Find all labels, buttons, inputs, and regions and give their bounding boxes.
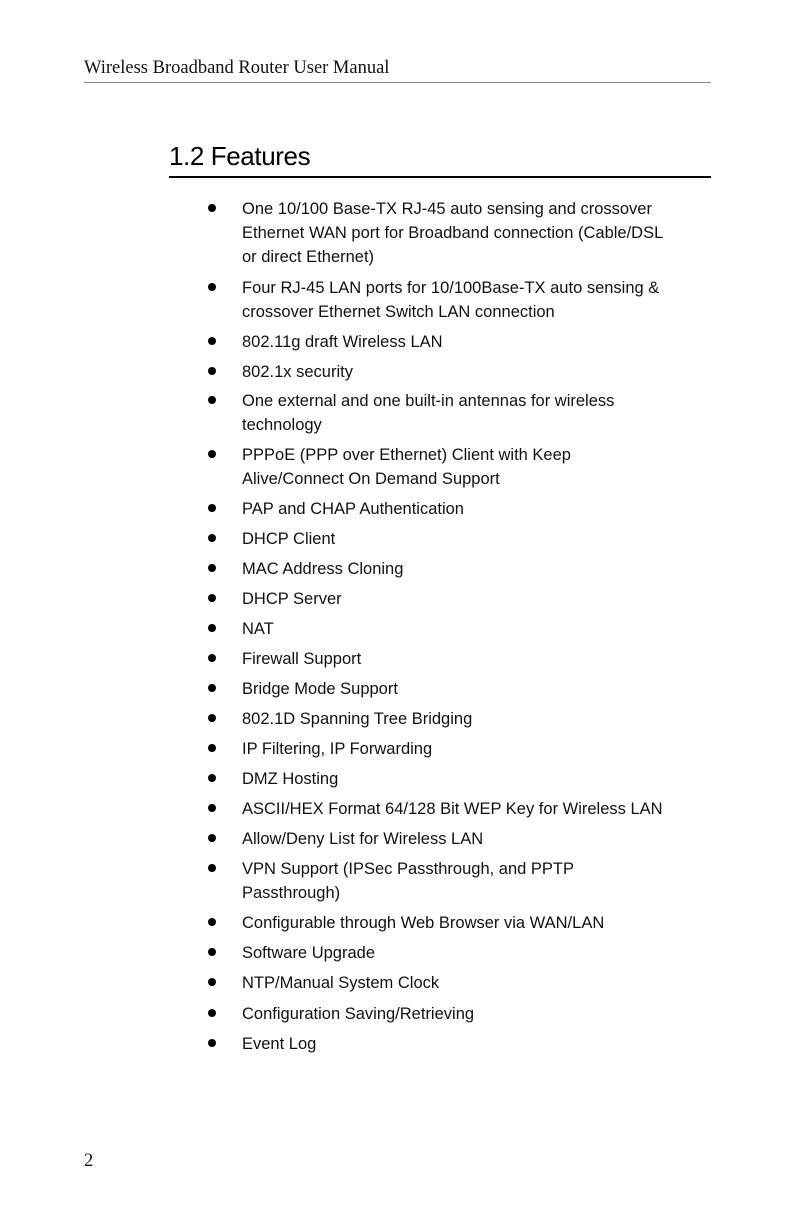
bullet-icon — [208, 396, 216, 404]
bullet-icon — [208, 804, 216, 812]
feature-text: Configurable through Web Browser via WAN/LAN — [242, 914, 605, 932]
feature-item — [206, 617, 711, 641]
feature-text: DMZ Hosting — [242, 770, 339, 788]
feature-item — [206, 360, 711, 384]
section-title: 1.2 Features — [169, 141, 311, 171]
feature-item — [206, 827, 711, 851]
feature-text: DHCP Server — [242, 590, 342, 608]
bullet-icon — [208, 450, 216, 458]
feature-item — [206, 911, 711, 935]
feature-item — [206, 1002, 711, 1026]
bullet-icon — [208, 774, 216, 782]
feature-item — [206, 389, 711, 437]
feature-text: 802.1x security — [242, 363, 353, 381]
feature-text: DHCP Client — [242, 530, 336, 548]
feature-text: Four RJ-45 LAN ports for 10/100Base-TX auto sensing & crossover Ethernet Switch LAN connection — [242, 279, 660, 321]
bullet-icon — [208, 864, 216, 872]
bullet-icon — [208, 714, 216, 722]
feature-text: Configuration Saving/Retrieving — [242, 1005, 475, 1023]
feature-text: Firewall Support — [242, 650, 362, 668]
feature-text: Software Upgrade — [242, 944, 375, 962]
feature-text: 802.1D Spanning Tree Bridging — [242, 710, 473, 728]
feature-item — [206, 797, 711, 821]
feature-item — [206, 1032, 711, 1056]
bullet-icon — [208, 504, 216, 512]
bullet-icon — [208, 624, 216, 632]
bullet-icon — [208, 204, 216, 212]
feature-text: 802.11g draft Wireless LAN — [242, 333, 443, 351]
feature-item — [206, 737, 711, 761]
feature-item — [206, 677, 711, 701]
feature-item — [206, 276, 711, 324]
feature-text: MAC Address Cloning — [242, 560, 404, 578]
feature-item — [206, 767, 711, 791]
feature-text: One external and one built-in antennas for wireless technology — [242, 392, 615, 434]
feature-item — [206, 527, 711, 551]
feature-item — [206, 647, 711, 671]
feature-item — [206, 443, 711, 491]
bullet-icon — [208, 594, 216, 602]
feature-text: VPN Support (IPSec Passthrough, and PPTP Passthrough) — [242, 860, 575, 902]
feature-text: PPPoE (PPP over Ethernet) Client with Keep Alive/Connect On Demand Support — [242, 446, 571, 488]
feature-item — [206, 557, 711, 581]
page-number: 2 — [84, 1151, 94, 1171]
manual-title: Wireless Broadband Router User Manual — [84, 58, 390, 78]
feature-text: Event Log — [242, 1035, 317, 1053]
feature-item — [206, 857, 711, 905]
feature-item — [206, 707, 711, 731]
feature-text: IP Filtering, IP Forwarding — [242, 740, 433, 758]
bullet-icon — [208, 834, 216, 842]
feature-text: ASCII/HEX Format 64/128 Bit WEP Key for Wireless LAN — [242, 800, 663, 818]
feature-item — [206, 497, 711, 521]
bullet-icon — [208, 654, 216, 662]
feature-item — [206, 941, 711, 965]
bullet-icon — [208, 978, 216, 986]
feature-item — [206, 587, 711, 611]
bullet-icon — [208, 918, 216, 926]
bullet-icon — [208, 337, 216, 345]
bullet-icon — [208, 283, 216, 291]
feature-text: One 10/100 Base-TX RJ-45 auto sensing and crossover Ethernet WAN port for Broadband connection (Cable/DSL or direct Ethernet) — [242, 200, 664, 266]
bullet-icon — [208, 1009, 216, 1017]
feature-text: Allow/Deny List for Wireless LAN — [242, 830, 484, 848]
bullet-icon — [208, 948, 216, 956]
feature-text: PAP and CHAP Authentication — [242, 500, 464, 518]
feature-item — [206, 330, 711, 354]
bullet-icon — [208, 534, 216, 542]
feature-text: Bridge Mode Support — [242, 680, 398, 698]
feature-item — [206, 971, 711, 995]
feature-item — [206, 197, 711, 269]
bullet-icon — [208, 367, 216, 375]
feature-text: NTP/Manual System Clock — [242, 974, 440, 992]
bullet-icon — [208, 684, 216, 692]
feature-text: NAT — [242, 620, 274, 638]
bullet-icon — [208, 564, 216, 572]
bullet-icon — [208, 744, 216, 752]
bullet-icon — [208, 1039, 216, 1047]
